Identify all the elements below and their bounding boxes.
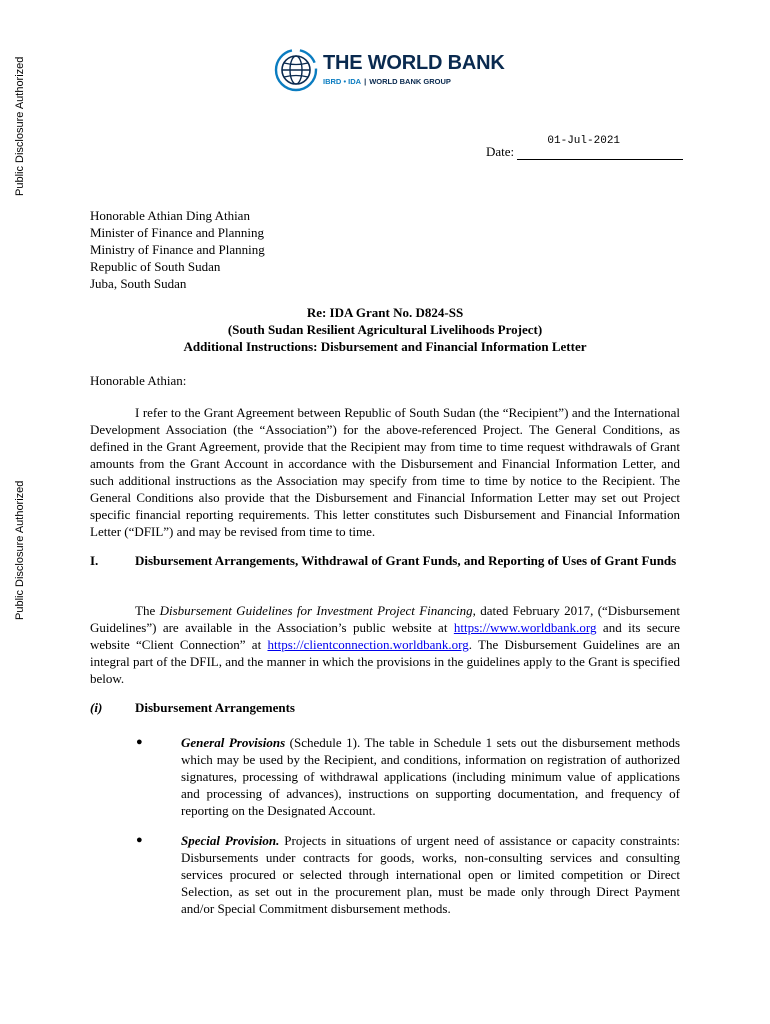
worldbank-link[interactable]: https://www.worldbank.org [453,620,597,635]
disclosure-label-middle: Public Disclosure Authorized [14,480,26,620]
subsection-title: Disbursement Arrangements [135,700,295,715]
section-number: I. [90,553,99,568]
date-line [486,135,683,160]
subject-block [90,304,680,355]
intro-paragraph [90,404,680,540]
subject-line: Additional Instructions: Disbursement and Financial Information Letter [183,339,587,354]
salutation: Honorable Athian: [90,373,187,388]
address-line: Honorable Athian Ding Athian [90,208,250,223]
subject-line: (South Sudan Resilient Agricultural Livelihoods Project) [227,322,543,337]
logo-subtitle [323,77,451,86]
bullet-body: Projects in situations of urgent need of assistance or capacity constraints: Disbursements under contracts for goods, works, non-consulting services and consulting services procured or selected through international open or limited competition or Direct Selection, as set out in the procurement plan, must be made only through Direct Payment and/or Special Commitment disbursement methods. [181,833,681,916]
logo-separator: | [364,77,367,86]
p2-guidelines-title: Disbursement Guidelines for Investment Project Financing, [159,603,476,618]
disclosure-label-top: Public Disclosure Authorized [14,56,26,196]
date-value: 01-Jul-2021 [547,135,621,147]
bullet-text [181,832,680,917]
p2-mid2: and its secure website “Client Connection” at [90,620,681,652]
date-label: Date: [486,144,515,159]
p2-mid: dated February 2017, (“Disbursement Guidelines”) are available in the Association’s public website at [90,603,681,635]
intro-text: I refer to the Grant Agreement between Republic of South Sudan (the “Recipient”) and the International Development Association (the “Association”) for the above-referenced Project. The General Conditions, as defined in the Grant Agreement, provide that the Recipient may from time to time request withdrawals of Grant amounts from the Grant Account in accordance with the Disbursement and Financial Information Letter, and such additional instructions as the Association may specify from time to time by notice to the Recipient. The General Conditions also provide that the Disbursement and Financial Information Letter may set out Project specific financial reporting requirements. This letter constitutes such Disbursement and Financial Information Letter (“DFIL”) and may be revised from time to time. [90,405,680,539]
date-field [517,135,683,160]
logo-ibrd: IBRD [323,77,342,86]
logo-ida: IDA [348,77,362,86]
section-title: Disbursement Arrangements, Withdrawal of Grant Funds, and Reporting of Uses of Grant Funds [135,553,677,568]
address-line: Ministry of Finance and Planning [90,242,265,257]
recipient-address [90,207,265,292]
logo-dot: • [343,77,347,86]
logo-group: WORLD BANK GROUP [369,77,451,86]
address-line: Republic of South Sudan [90,259,221,274]
bullet-text [181,734,680,819]
address-line: Juba, South Sudan [90,276,187,291]
globe-icon [272,46,320,94]
bullet-body: (Schedule 1). The table in Schedule 1 sets out the disbursement methods which may be used by the Recipient, and conditions, information on registration of authorized signatures, processing of withdrawal applications (including minimum value of applications and processing of advances), instructions on supporting documentation, and frequency of reporting on the Designated Account. [181,735,681,818]
logo-title: THE WORLD BANK [323,52,505,74]
subsection-number: (i) [90,700,103,715]
subject-line: Re: IDA Grant No. D824-SS [306,305,464,320]
bullet-label: General Provisions [181,735,286,750]
p2-pre: The [135,603,156,618]
p2-post: . The Disbursement Guidelines are an integral part of the DFIL, and the manner in which the provisions in the guidelines apply to the Grant is specified below. [90,637,680,686]
bullet-icon: ● [136,834,143,846]
client-connection-link[interactable]: https://clientconnection.worldbank.org [267,637,469,652]
guidelines-paragraph [90,602,680,687]
world-bank-logo [272,44,512,96]
bullet-label: Special Provision. [181,833,280,848]
address-line: Minister of Finance and Planning [90,225,265,240]
bullet-icon: ● [136,736,143,748]
